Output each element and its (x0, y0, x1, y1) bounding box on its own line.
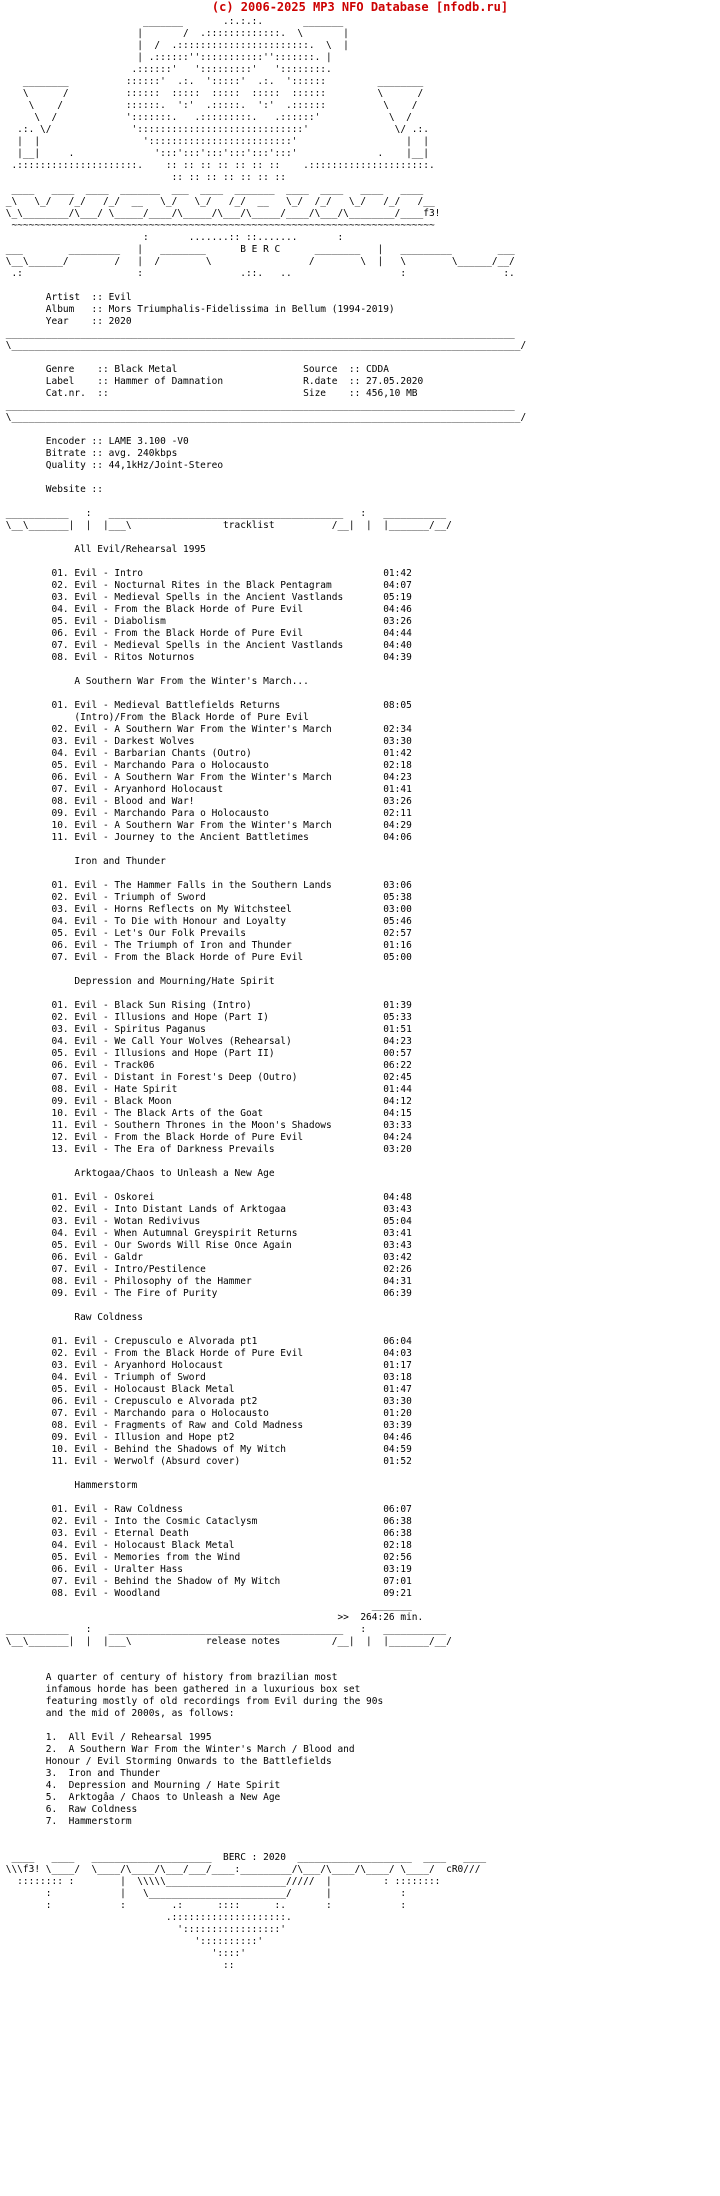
nfo-line: Iron and Thunder (0, 856, 166, 867)
nfo-line: Website :: (0, 484, 103, 495)
nfo-line: 2. A Southern War From the Winter's March / Blood and (0, 1744, 355, 1755)
nfo-line: _______ .:.:.:. _______ (0, 16, 344, 27)
nfo-line: 04. Evil - We Call Your Wolves (Rehearsal) 04:23 (0, 1036, 412, 1047)
nfo-line: | / .:::::::::::::. \ | (0, 28, 349, 39)
nfo-line: 03. Evil - Eternal Death 06:38 (0, 1528, 412, 1539)
nfo-line: 01. Evil - Raw Coldness 06:07 (0, 1504, 412, 1515)
nfo-line: Honour / Evil Storming Onwards to the Battlefields (0, 1756, 332, 1767)
nfo-line: 7. Hammerstorm (0, 1816, 132, 1827)
nfo-line: 1. All Evil / Rehearsal 1995 (0, 1732, 212, 1743)
nfo-line: Raw Coldness (0, 1312, 143, 1323)
nfo-line: and the mid of 2000s, as follows: (0, 1708, 235, 1719)
nfo-line: _______ (0, 1600, 412, 1611)
nfo-line: 02. Evil - Into the Cosmic Cataclysm 06:38 (0, 1516, 412, 1527)
nfo-line: Hammerstorm (0, 1480, 138, 1491)
nfo-line: 07. Evil - From the Black Horde of Pure Evil 05:00 (0, 952, 412, 963)
nfo-line: :::::::: : | \\\\\_____________________///// | : :::::::: (0, 1876, 441, 1887)
nfo-line: Arktogaa/Chaos to Unleash a New Age (0, 1168, 275, 1179)
nfo-line: 01. Evil - Black Sun Rising (Intro) 01:39 (0, 1000, 412, 1011)
nfo-line: ':::::::::::::::::' (0, 1924, 286, 1935)
nfo-line: 07. Evil - Marchando para o Holocausto 01:20 (0, 1408, 412, 1419)
nfo-line: _\ \_/ /_/ /_/ __ \_/ \_/ /_/ __ \_/ /_/ \_/ /_/ /__ (0, 196, 435, 207)
nfo-line: Year :: 2020 (0, 316, 132, 327)
nfo-line: ___________ : _________________________________________ : ___________ (0, 1624, 447, 1635)
nfo-line: infamous horde has been gathered in a luxurious box set (0, 1684, 361, 1695)
nfo-line: .:::::::::::::::::::::. :: :: :: :: :: :: :: .:::::::::::::::::::::. (0, 160, 435, 171)
nfo-line: Cat.nr. :: Size :: 456,10 MB (0, 388, 418, 399)
nfo-line: 5. Arktogâa / Chaos to Unleash a New Age (0, 1792, 281, 1803)
nfo-line: :: :: :: :: :: :: :: (0, 172, 286, 183)
nfo-line: 06. Evil - Galdr 03:42 (0, 1252, 412, 1263)
nfo-line: 03. Evil - Wotan Redivivus 05:04 (0, 1216, 412, 1227)
nfo-line: .:. \/ ':::::::::::::::::::::::::::::' \/ .:. (0, 124, 429, 135)
nfo-line: \__\_______| | |___\ tracklist /__| | |_______/__/ (0, 520, 452, 531)
nfo-line: 03. Evil - Horns Reflects on My Witchsteel 03:00 (0, 904, 412, 915)
nfo-line: |__| . ':::':::':::':::':::':::' . |__| (0, 148, 429, 159)
nfo-line: 07. Evil - Behind the Shadow of My Witch 07:01 (0, 1576, 412, 1587)
nfo-line: 10. Evil - The Black Arts of the Goat 04:15 (0, 1108, 412, 1119)
nfo-line: 02. Evil - From the Black Horde of Pure Evil 04:03 (0, 1348, 412, 1359)
nfo-line: 06. Evil - A Southern War From the Winter's March 04:23 (0, 772, 412, 783)
nfo-line: 04. Evil - To Die with Honour and Loyalty 05:46 (0, 916, 412, 927)
nfo-line: 4. Depression and Mourning / Hate Spirit (0, 1780, 281, 1791)
nfo-line: 07. Evil - Medieval Spells in the Ancient Vastlands 04:40 (0, 640, 412, 651)
nfo-line: 02. Evil - Nocturnal Rites in the Black Pentagram 04:07 (0, 580, 412, 591)
nfo-line: 6. Raw Coldness (0, 1804, 138, 1815)
nfo-line: 01. Evil - Medieval Battlefields Returns 08:05 (0, 700, 412, 711)
nfo-line: ___________ : _________________________________________ : ___________ (0, 508, 447, 519)
nfo-line: 03. Evil - Spiritus Paganus 01:51 (0, 1024, 412, 1035)
nfo-line: 06. Evil - From the Black Horde of Pure Evil 04:44 (0, 628, 412, 639)
nfo-line: 13. Evil - The Era of Darkness Prevails 03:20 (0, 1144, 412, 1155)
nfo-line: 09. Evil - Illusion and Hope pt2 04:46 (0, 1432, 412, 1443)
nfo-line: 08. Evil - Blood and War! 03:26 (0, 796, 412, 807)
nfo-line: 04. Evil - When Autumnal Greyspirit Returns 03:41 (0, 1228, 412, 1239)
nfodb-header-link[interactable]: (c) 2006-2025 MP3 NFO Database [nfodb.ru] (211, 0, 509, 14)
nfo-line: Label :: Hammer of Damnation R.date :: 27.05.2020 (0, 376, 424, 387)
nfo-line: | .::::::'':::::::::::'':::::::. | (0, 52, 332, 63)
nfo-line: 05. Evil - Let's Our Folk Prevails 02:57 (0, 928, 412, 939)
nfo-line: 10. Evil - A Southern War From the Winter's March 04:29 (0, 820, 412, 831)
nfo-line: \__\_______| | |___\ release notes /__| | |_______/__/ (0, 1636, 452, 1647)
nfo-line: 05. Evil - Our Swords Will Rise Once Again 03:43 (0, 1240, 412, 1251)
nfo-line: 04. Evil - Holocaust Black Metal 02:18 (0, 1540, 412, 1551)
nfo-line: 09. Evil - Marchando Para o Holocausto 02:11 (0, 808, 412, 819)
nfo-line: _________________________________________________________________________________________ (0, 328, 515, 339)
nfo-line: 06. Evil - Crepusculo e Alvorada pt2 03:30 (0, 1396, 412, 1407)
nfo-line: A quarter of century of history from brazilian most (0, 1672, 338, 1683)
nfo-line: 01. Evil - Crepusculo e Alvorada pt1 06:04 (0, 1336, 412, 1347)
nfo-line: Encoder :: LAME 3.100 -V0 (0, 436, 189, 447)
nfo-line: \\\f3! \____/ \____/\____/\___/___/____:_________/\___/\____/\____/ \____/ cR0/// (0, 1864, 481, 1875)
nfo-line: 12. Evil - From the Black Horde of Pure Evil 04:24 (0, 1132, 412, 1143)
nfo-line: 06. Evil - Track06 06:22 (0, 1060, 412, 1071)
nfo-line: 07. Evil - Intro/Pestilence 02:26 (0, 1264, 412, 1275)
nfo-line: 06. Evil - Uralter Hass 03:19 (0, 1564, 412, 1575)
nfo-line: ________ ::::::' .:. ':::::' .:. ':::::: ________ (0, 76, 424, 87)
nfo-line: Genre :: Black Metal Source :: CDDA (0, 364, 389, 375)
nfo-line: .: : .::. .. : :. (0, 268, 515, 279)
nfo-line: 05. Evil - Diabolism 03:26 (0, 616, 412, 627)
nfo-line: 04. Evil - Barbarian Chants (Outro) 01:42 (0, 748, 412, 759)
nfo-line: >> 264:26 min. (0, 1612, 424, 1623)
nfo-line: (Intro)/From the Black Horde of Pure Evil (0, 712, 309, 723)
nfo-line: 01. Evil - Intro 01:42 (0, 568, 412, 579)
nfo-line: : | \________________________/ | : (0, 1888, 407, 1899)
nfo-line: .::::::::::::::::::::. (0, 1912, 292, 1923)
nfo-line: 10. Evil - Behind the Shadows of My Witch 04:59 (0, 1444, 412, 1455)
nfo-line: 02. Evil - A Southern War From the Winter's March 02:34 (0, 724, 412, 735)
nfo-line: 11. Evil - Southern Thrones in the Moon's Shadows 03:33 (0, 1120, 412, 1131)
nfo-line: 04. Evil - Triumph of Sword 03:18 (0, 1372, 412, 1383)
nfo-line: A Southern War From the Winter's March... (0, 676, 309, 687)
nfo-line: ____ ____ ____ _______ ___ ____ _______ ____ ____ ____ ____ (0, 184, 424, 195)
nfo-line: | | ':::::::::::::::::::::::::' | | (0, 136, 429, 147)
nfo-line: :: (0, 1960, 235, 1971)
nfo-line: 01. Evil - Oskorei 04:48 (0, 1192, 412, 1203)
nfo-line: 06. Evil - The Triumph of Iron and Thunder 01:16 (0, 940, 412, 951)
nfo-line: : .......:: ::....... : (0, 232, 344, 243)
nfo-line: Depression and Mourning/Hate Spirit (0, 976, 275, 987)
nfo-line: 11. Evil - Werwolf (Absurd cover) 01:52 (0, 1456, 412, 1467)
nfo-line: 02. Evil - Illusions and Hope (Part I) 05:33 (0, 1012, 412, 1023)
nfo-line: \_________________________________________________________________________________________/ (0, 412, 527, 423)
nfo-line: \__\______/ / | / \ / \ | \ \______/__/ (0, 256, 515, 267)
nfo-text-block (0, 16, 720, 1972)
nfo-line: 03. Evil - Medieval Spells in the Ancient Vastlands 05:19 (0, 592, 412, 603)
nfo-line: \_\________/\___/ \_____/____/\_____/\___/\_____/____/\___/\________/____f3! (0, 208, 441, 219)
nfo-line: 04. Evil - From the Black Horde of Pure Evil 04:46 (0, 604, 412, 615)
nfo-line: \ / :::::: ::::: ::::: ::::: :::::: \ / (0, 88, 424, 99)
nfo-line: 03. Evil - Aryanhord Holocaust 01:17 (0, 1360, 412, 1371)
nfo-line: '::::' (0, 1948, 246, 1959)
nfo-line: 08. Evil - Hate Spirit 01:44 (0, 1084, 412, 1095)
nfo-line: ~~~~~~~~~~~~~~~~~~~~~~~~~~~~~~~~~~~~~~~~~~~~~~~~~~~~~~~~~~~~~~~~~~~~~~~~~~ (0, 220, 435, 231)
nfo-line: | / .:::::::::::::::::::::::. \ | (0, 40, 349, 51)
nfo-line: \_________________________________________________________________________________________/ (0, 340, 527, 351)
nfo-line: featuring mostly of old recordings from Evil during the 90s (0, 1696, 384, 1707)
nfo-line: Artist :: Evil (0, 292, 132, 303)
nfo-line: 05. Evil - Holocaust Black Metal 01:47 (0, 1384, 412, 1395)
nfo-line: 09. Evil - Black Moon 04:12 (0, 1096, 412, 1107)
nfo-line: 02. Evil - Triumph of Sword 05:38 (0, 892, 412, 903)
nfo-line: 11. Evil - Journey to the Ancient Battletimes 04:06 (0, 832, 412, 843)
nfo-line: 09. Evil - The Fire of Purity 06:39 (0, 1288, 412, 1299)
nfo-line: 05. Evil - Illusions and Hope (Part II) 00:57 (0, 1048, 412, 1059)
nfo-line: 05. Evil - Marchando Para o Holocausto 02:18 (0, 760, 412, 771)
nfo-line: ____ ____ _____________________ BERC : 2020 ____________________ ____ ____ (0, 1852, 487, 1863)
nfo-line: 05. Evil - Memories from the Wind 02:56 (0, 1552, 412, 1563)
nfo-line: \ / ':::::::. .:::::::::. .::::::' \ / (0, 112, 412, 123)
nfo-line: 3. Iron and Thunder (0, 1768, 161, 1779)
nfo-line: 08. Evil - Fragments of Raw and Cold Madness 03:39 (0, 1420, 412, 1431)
nfo-line: All Evil/Rehearsal 1995 (0, 544, 206, 555)
nfo-line: 08. Evil - Philosophy of the Hammer 04:31 (0, 1276, 412, 1287)
nfo-line: _________________________________________________________________________________________ (0, 400, 515, 411)
nfo-line: 02. Evil - Into Distant Lands of Arktogaa 03:43 (0, 1204, 412, 1215)
nfo-line: Bitrate :: avg. 240kbps (0, 448, 178, 459)
nfo-line: 08. Evil - Woodland 09:21 (0, 1588, 412, 1599)
nfo-line: .::::::' ':::::::::' '::::::::. (0, 64, 332, 75)
nfo-line: \ / ::::::. ':' .:::::. ':' .:::::: \ / (0, 100, 418, 111)
nfo-line: '::::::::::' (0, 1936, 264, 1947)
nfo-line: 08. Evil - Ritos Noturnos 04:39 (0, 652, 412, 663)
nfo-line: Album :: Mors Triumphalis-Fidelissima in Bellum (1994-2019) (0, 304, 395, 315)
nfo-line: 07. Evil - Distant in Forest's Deep (Outro) 02:45 (0, 1072, 412, 1083)
nfo-line: ___ _________ | ________ B E R C ________ | _________ ___ (0, 244, 515, 255)
nfo-line: : : .: :::: :. : : (0, 1900, 407, 1911)
nfo-line: Quality :: 44,1kHz/Joint-Stereo (0, 460, 224, 471)
nfo-line: 01. Evil - The Hammer Falls in the Southern Lands 03:06 (0, 880, 412, 891)
nfo-line: 07. Evil - Aryanhord Holocaust 01:41 (0, 784, 412, 795)
nfo-line: 03. Evil - Darkest Wolves 03:30 (0, 736, 412, 747)
